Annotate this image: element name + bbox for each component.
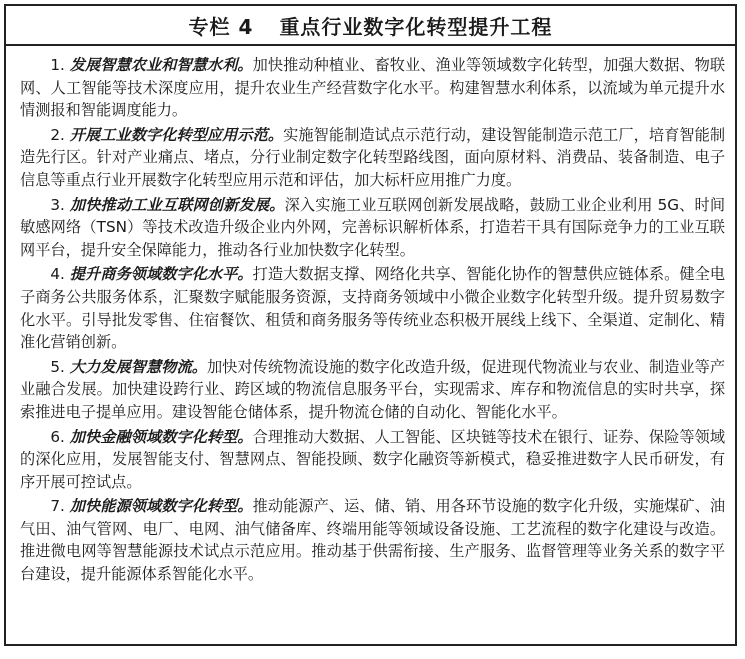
- item-number: 5.: [50, 357, 65, 376]
- item-number: 1.: [50, 56, 65, 74]
- item-body: 推动能源产、运、储、销、用各环节设施的数字化升级，实施煤矿、油气田、油气管网、电厂、电网、油气储备库、终端用能等领域设备设施、工艺流程的数字化建设与改造。推进微电网等智慧能源技术试点示范应用。推动基于供需衔接、生产服务、监督管理等业务关系的数字平台建设，提升能源体系智能化水平。: [20, 497, 726, 584]
- item-body: 实施智能制造试点示范行动，建设智能制造示范工厂，培育智能制造先行区。针对产业痛点、堵点，分行业制定数字化转型路线图，面向原材料、消费品、装备制造、电子信息等重点行业开展数字化转型应用示范和评估，加大标杆应用推广力度。: [20, 125, 726, 189]
- item-title: 加快推动工业互联网创新发展。: [69, 195, 285, 214]
- column-label: 专栏 4: [188, 14, 254, 39]
- item-number: 7.: [50, 497, 65, 516]
- item-body: 深入实施工业互联网创新发展战略，鼓励工业企业利用 5G、时间敏感网络（TSN）等技术改造升级企业内外网，完善标识解析体系，打造若干具有国际竞争力的工业互联网平台，提升安全保障能力，推动各行业加快数字化转型。: [20, 195, 726, 259]
- list-item-4: [20, 263, 725, 353]
- list-item-1: [20, 54, 725, 122]
- item-body: 合理推动大数据、人工智能、区块链等技术在银行、证券、保险等领域的深化应用，发展智能支付、智慧网点、智能投顾、数字化融资等新模式，稳妥推进数字人民币研发，有序开展可控试点。: [20, 427, 726, 491]
- item-title: 开展工业数字化转型应用示范。: [69, 125, 284, 144]
- column-content: [20, 54, 725, 588]
- column-header: [6, 6, 735, 46]
- item-title: 发展智慧农业和智慧水利。: [69, 56, 253, 74]
- item-title: 加快金融领域数字化转型。: [69, 427, 253, 446]
- item-body: 打造大数据支撑、网络化共享、智能化协作的智慧供应链体系。健全电子商务公共服务体系，汇聚数字赋能服务资源，支持商务领域中小微企业数字化转型升级。提升贸易数字化水平。引导批发零售、住宿餐饮、租赁和商务服务等传统业态积极开展线上线下、全渠道、定制化、精准化营销创新。: [20, 265, 726, 352]
- item-number: 4.: [50, 265, 65, 284]
- item-title: 提升商务领域数字化水平。: [69, 265, 253, 284]
- item-number: 2.: [50, 125, 65, 144]
- item-title: 加快能源领域数字化转型。: [69, 497, 253, 516]
- item-number: 6.: [50, 427, 65, 446]
- list-item-6: [20, 426, 725, 494]
- column-box: [4, 4, 737, 646]
- list-item-3: [20, 194, 725, 262]
- list-item-5: [20, 356, 725, 424]
- item-body: 加快推动种植业、畜牧业、渔业等领域数字化转型，加强大数据、物联网、人工智能等技术深度应用，提升农业生产经营数字化水平。构建智慧水利体系，以流域为单元提升水情测报和智能调度能力。: [20, 56, 726, 120]
- list-item-7: [20, 495, 725, 585]
- item-title: 大力发展智慧物流。: [69, 357, 207, 376]
- item-number: 3.: [50, 195, 65, 214]
- item-body: 加快对传统物流设施的数字化改造升级，促进现代物流业与农业、制造业等产业融合发展。加快建设跨行业、跨区域的物流信息服务平台，实现需求、库存和物流信息的实时共享，探索推进电子提单应用。建设智能仓储体系，提升物流仓储的自动化、智能化水平。: [20, 357, 726, 421]
- list-item-2: [20, 124, 725, 192]
- column-title: 重点行业数字化转型提升工程: [279, 14, 553, 39]
